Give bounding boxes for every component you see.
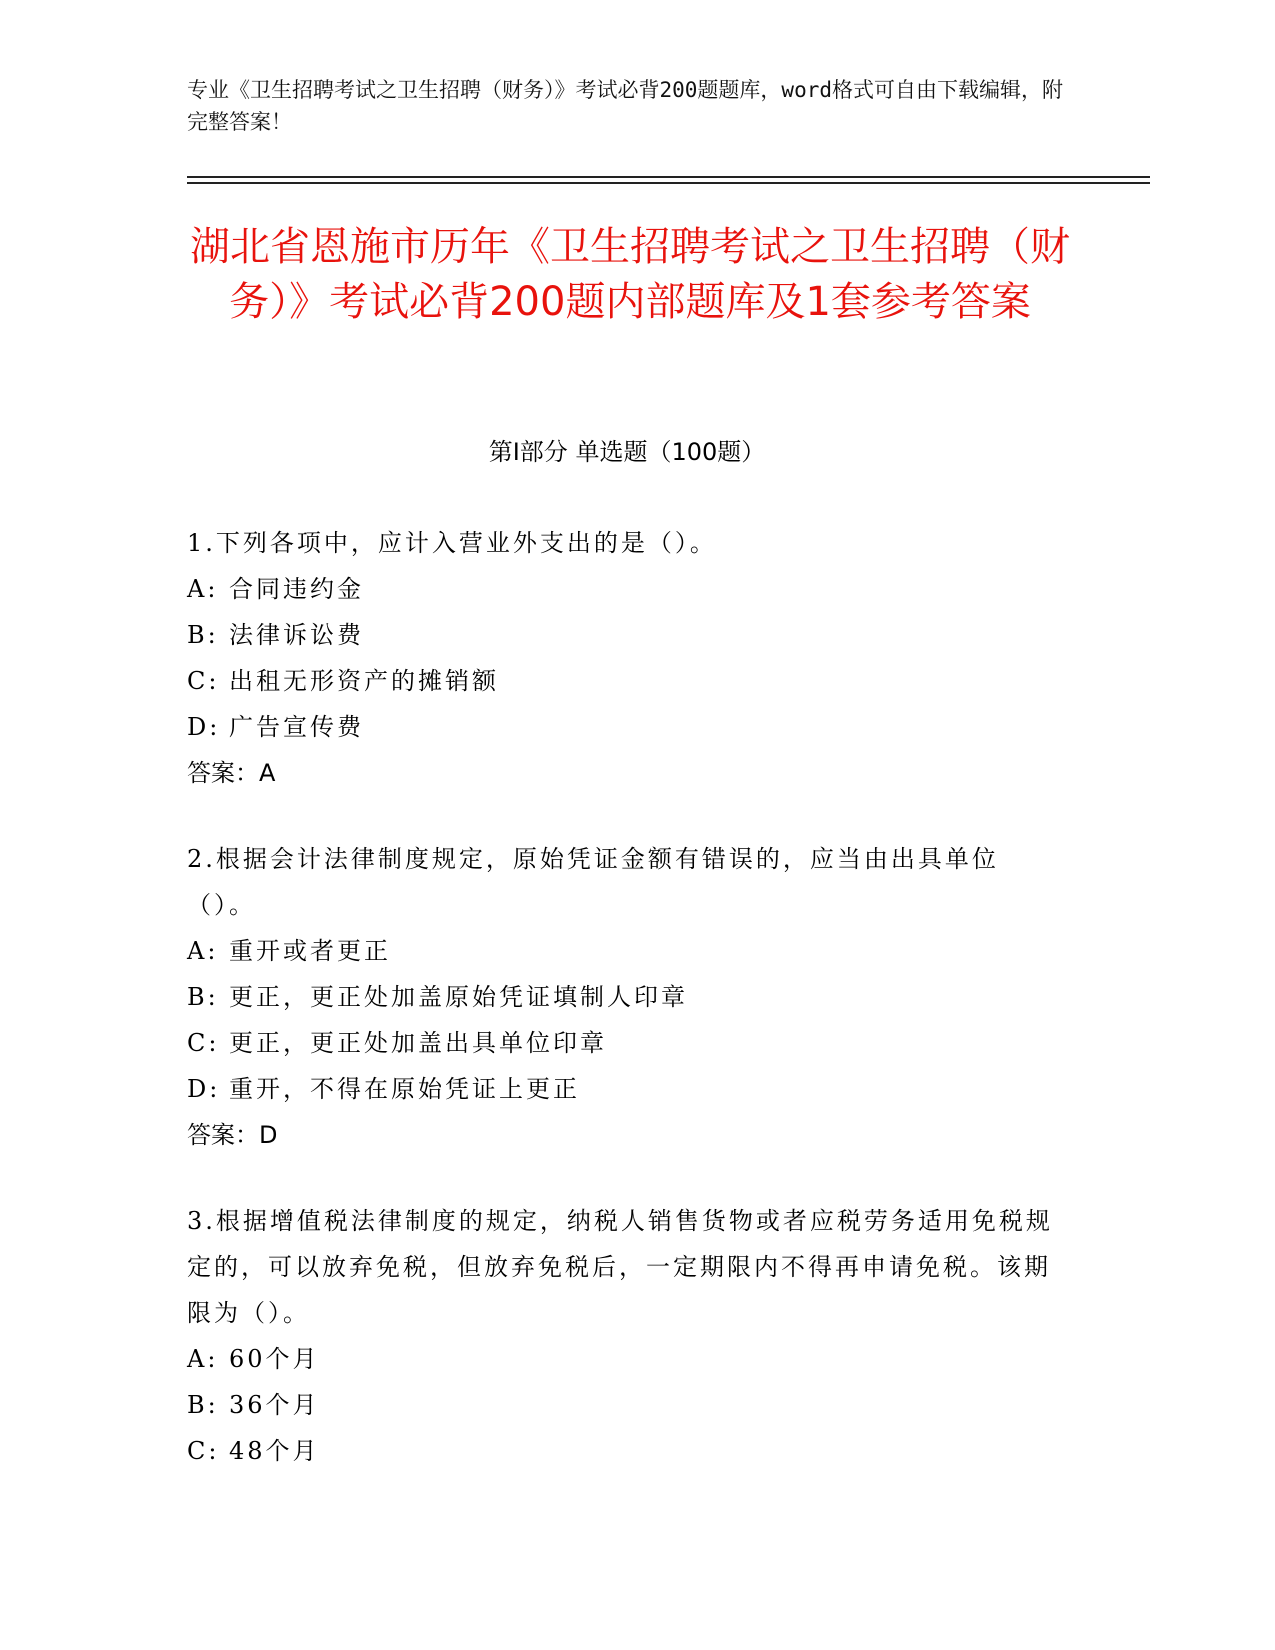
option-key: D: [187,1075,221,1103]
option-c [187,1428,1067,1474]
option-key: D: [187,713,221,741]
option-text: 48个月 [229,1437,320,1465]
option-d [187,704,1067,750]
section-title: 第Ⅰ部分 单选题（100题） [488,438,766,466]
option-text: 合同违约金 [229,575,364,603]
option-b [187,1382,1067,1428]
option-key: B: [187,1391,219,1419]
question-list [187,520,1067,1514]
option-key: B: [187,621,219,649]
option-key: B: [187,983,219,1011]
question-stem: 2.根据会计法律制度规定，原始凭证金额有错误的，应当由出具单位（）。 [187,845,999,919]
option-key: A: [187,575,219,603]
option-key: A: [187,1345,219,1373]
option-b [187,612,1067,658]
question-stem: 1.下列各项中，应计入营业外支出的是（）。 [187,529,717,557]
question-answer: 答案：A [187,759,276,787]
option-key: C: [187,1029,220,1057]
question-answer: 答案：D [187,1121,278,1149]
option-text: 更正，更正处加盖原始凭证填制人印章 [229,983,688,1011]
option-text: 60个月 [229,1345,320,1373]
option-c [187,1020,1067,1066]
option-key: C: [187,1437,220,1465]
option-text: 重开，不得在原始凭证上更正 [229,1075,580,1103]
question-stem: 3.根据增值税法律制度的规定，纳税人销售货物或者应税劳务适用免税规定的，可以放弃免税，但放弃免税后，一定期限内不得再申请免税。该期限为（）。 [187,1207,1053,1327]
option-text: 广告宣传费 [229,713,364,741]
option-a [187,1336,1067,1382]
option-a [187,566,1067,612]
header-note: 专业《卫生招聘考试之卫生招聘（财务）》考试必背200题题库，word格式可自由下载编辑，附完整答案！ [187,78,1063,134]
option-text: 重开或者更正 [229,937,391,965]
option-c [187,658,1067,704]
option-d [187,1066,1067,1112]
option-text: 法律诉讼费 [229,621,364,649]
option-text: 出租无形资产的摊销额 [229,667,499,695]
question-2 [187,836,1067,1158]
header-divider-top [187,176,1150,178]
question-1 [187,520,1067,796]
option-text: 更正，更正处加盖出具单位印章 [229,1029,607,1057]
option-b [187,974,1067,1020]
document-title: 湖北省恩施市历年《卫生招聘考试之卫生招聘（财务）》考试必背200题内部题库及1套参考答案 [190,224,1070,325]
option-text: 36个月 [229,1391,320,1419]
option-key: C: [187,667,220,695]
option-a [187,928,1067,974]
question-3 [187,1198,1067,1474]
option-key: A: [187,937,219,965]
header-divider-bottom [187,182,1150,184]
